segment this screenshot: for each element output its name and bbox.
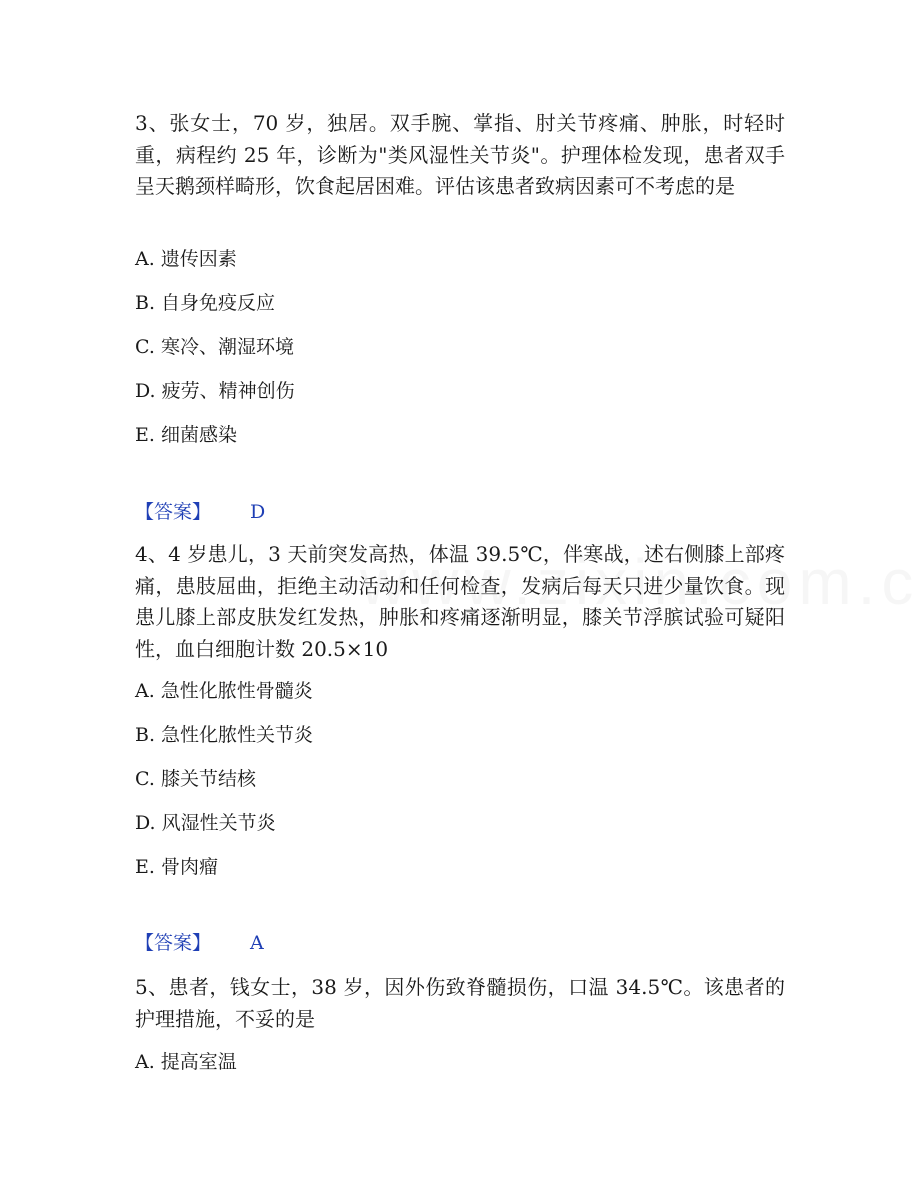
question-5-stem: 5、患者，钱女士，38 岁，因外伤致脊髓损伤，口温 34.5℃。该患者的护理措施，不妥的是 [135,975,785,1031]
question-4-option-b: B. 急性化脓性关节炎 [135,724,314,746]
question-3-stem: 3、张女士，70 岁，独居。双手腕、掌指、肘关节疼痛、肿胀，时轻时重，病程约 25 年，诊断为"类风湿性关节炎"。护理体检发现，患者双手呈天鹅颈样畸形，饮食起居困难。评估该患者致病因素可不考虑的是 [135,111,785,198]
question-4-option-a: A. 急性化脓性骨髓炎 [135,680,313,702]
question-4-option-d: D. 风湿性关节炎 [135,812,276,834]
question-3-option-a: A. 遗传因素 [135,248,237,270]
question-3-option-c: C. 寒冷、潮湿环境 [135,336,294,358]
question-4-option-e: E. 骨肉瘤 [135,856,218,878]
answer-label: 【答案】 [135,932,212,954]
question-4-stem: 4、4 岁患儿，3 天前突发高热，体温 39.5℃，伴寒战，述右侧膝上部疼痛，患肢屈曲，拒绝主动活动和任何检查，发病后每天只进少量饮食。现患儿膝上部皮肤发红发热，肿胀和疼痛逐渐明显，膝关节浮膑试验可疑阳性，血白细胞计数 20.5×10 [135,542,785,661]
question-3-option-d: D. 疲劳、精神创伤 [135,380,295,402]
answer-value: D [250,501,266,523]
question-3-option-b: B. 自身免疫反应 [135,292,276,314]
question-4-option-c: C. 膝关节结核 [135,768,256,790]
answer-value: A [250,932,264,954]
question-4-answer [135,930,264,956]
question-3-answer [135,499,266,525]
answer-label: 【答案】 [135,501,212,523]
question-3-option-e: E. 细菌感染 [135,424,237,446]
question-5-option-a: A. 提高室温 [135,1051,237,1073]
